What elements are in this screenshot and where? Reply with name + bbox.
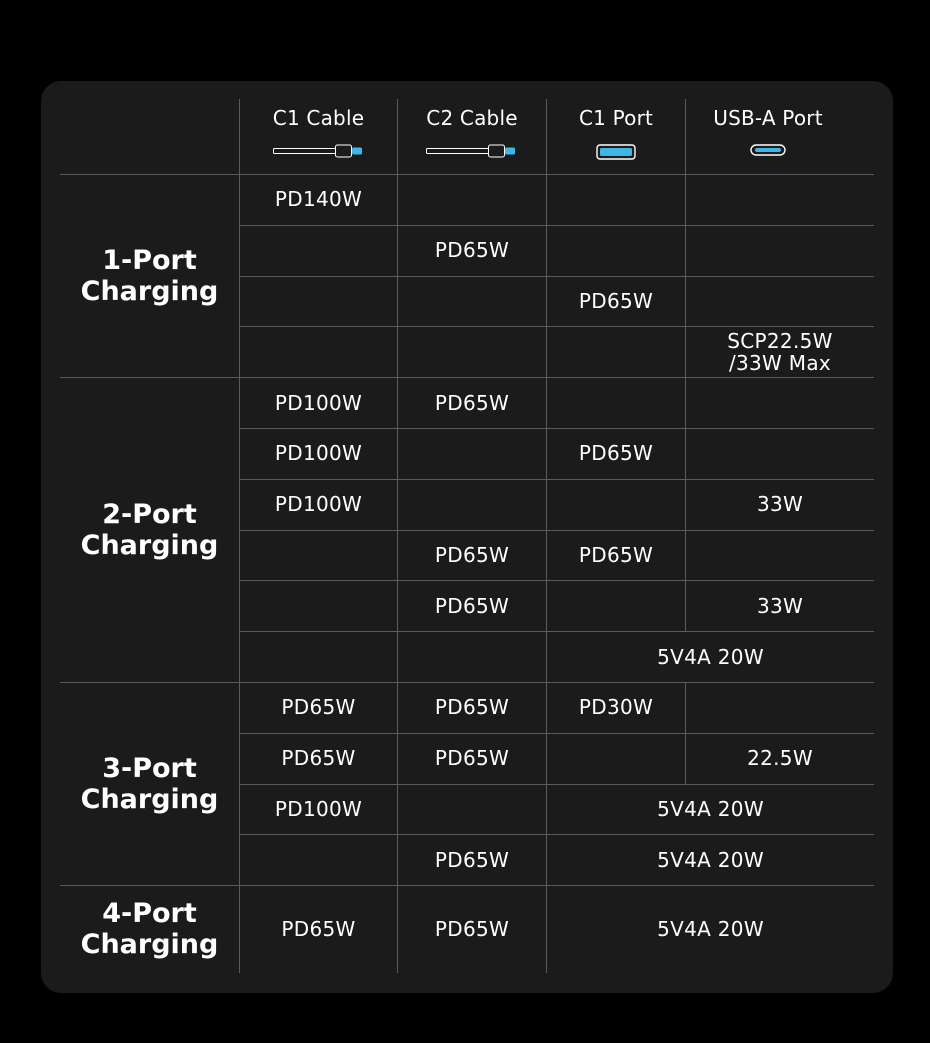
table-cell: PD65W [434, 390, 510, 415]
table-cell: PD65W [434, 542, 510, 567]
table-cell: PD65W [281, 917, 356, 942]
table-cell [398, 631, 546, 682]
table-cell: PD65W [578, 288, 654, 313]
table-cell: PD65W [281, 695, 356, 720]
table-cell: 33W [756, 593, 804, 618]
column-label: C2 Cable [426, 106, 518, 130]
table-cell: PD65W [434, 695, 510, 720]
table-cell: PD65W [434, 847, 510, 872]
column-divider [546, 99, 547, 174]
table-cell [547, 580, 685, 631]
table-cell: PD65W [434, 593, 510, 618]
column-label: C1 Port [578, 106, 654, 130]
table-cell [686, 428, 874, 479]
group-label: 4-Port Charging [80, 898, 219, 961]
table-cell [240, 631, 397, 682]
table-cell: PD65W [434, 746, 510, 771]
table-cell: 5V4A 20W [657, 847, 764, 872]
column-label: C1 Cable [272, 106, 365, 130]
table-cell: 22.5W [747, 746, 813, 771]
table-cell [686, 377, 874, 428]
table-cell [686, 225, 874, 276]
table-cell: PD65W [434, 238, 510, 263]
table-cell [547, 225, 685, 276]
table-cell: PD100W [274, 441, 363, 466]
column-divider [685, 99, 686, 174]
group-label: 3-Port Charging [80, 752, 219, 815]
table-cell [547, 174, 685, 225]
table-cell: PD65W [578, 542, 654, 567]
column-header-usb-a-port [686, 99, 850, 174]
table-cell [240, 834, 397, 885]
usb-c-cable-icon [273, 144, 365, 158]
table-cell [398, 479, 546, 530]
table-cell [686, 682, 874, 733]
table-cell: 5V4A 20W [657, 917, 764, 942]
table-cell: PD65W [281, 746, 356, 771]
table-cell: 33W [756, 492, 804, 517]
table-cell [240, 326, 397, 377]
table-cell [686, 276, 874, 327]
column-header-c2-cable [398, 99, 546, 174]
usb-a-port-icon [750, 144, 786, 156]
table-cell: PD30W [578, 695, 654, 720]
table-cell: PD100W [274, 492, 363, 517]
table-cell [398, 428, 546, 479]
table-cell: PD65W [578, 441, 654, 466]
group-label: 1-Port Charging [80, 244, 219, 307]
column-label: USB-A Port [713, 106, 823, 130]
table-cell [686, 530, 874, 581]
table-cell [686, 174, 874, 225]
table-cell [398, 784, 546, 835]
usb-c-port-icon [596, 144, 636, 160]
table-cell [240, 530, 397, 581]
table-cell: PD65W [434, 917, 510, 942]
table-cell [547, 326, 685, 377]
table-cell [547, 479, 685, 530]
table-cell [240, 276, 397, 327]
table-cell [240, 580, 397, 631]
column-header-c1-cable [240, 99, 397, 174]
table-cell [240, 225, 397, 276]
table-cell: PD140W [274, 187, 363, 212]
table-cell [547, 733, 685, 784]
table-cell [547, 377, 685, 428]
group-label: 2-Port Charging [80, 498, 219, 561]
column-header-c1-port [547, 99, 685, 174]
table-cell [398, 326, 546, 377]
column-divider [397, 99, 398, 174]
table-cell: PD100W [274, 796, 363, 821]
table-cell: 5V4A 20W [657, 796, 764, 821]
charging-table [60, 99, 874, 974]
table-cell: SCP22.5W /33W Max [727, 328, 833, 375]
table-cell: 5V4A 20W [657, 644, 764, 669]
usb-c-cable-icon [426, 144, 518, 158]
table-cell [398, 276, 546, 327]
table-cell [398, 174, 546, 225]
table-cell: PD100W [274, 390, 363, 415]
